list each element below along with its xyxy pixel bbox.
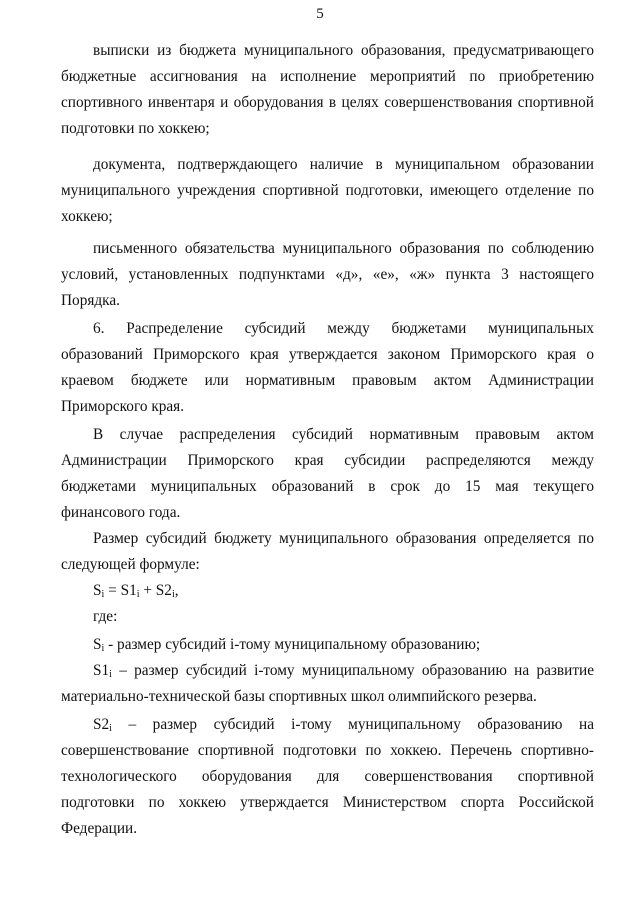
text-line: подготовки по хоккею;	[61, 120, 210, 137]
def-sub: i	[109, 723, 112, 734]
def-text: – размер субсидий i-тому муниципальному образованию на развитие	[111, 662, 594, 679]
text-line: Администрации Приморского края субсидии распределяются между	[61, 452, 594, 469]
formula-s2: S2	[155, 582, 172, 599]
text-line: где:	[93, 608, 118, 625]
text-line: совершенствование спортивной подготовки по хоккею. Перечень спортивно-	[61, 742, 594, 759]
def-sub: i	[101, 643, 105, 654]
definition-s2	[93, 716, 594, 734]
def-text: - размер субсидий i-тому муниципальному образованию;	[104, 636, 481, 653]
formula-sub: i	[101, 589, 105, 600]
text-line: подготовки по хоккею утверждается Министерством спорта Российской	[61, 794, 594, 811]
definition-s1	[93, 662, 594, 680]
text-line: Федерации.	[61, 820, 138, 837]
def-text: – размер субсидий i-тому муниципальному образованию на	[111, 716, 594, 733]
text-line: Приморского края.	[61, 398, 185, 415]
text-line: материально-технической базы спортивных школ олимпийского резерва.	[61, 688, 537, 705]
text-line: Порядка.	[61, 292, 120, 309]
text-line: документа, подтверждающего наличие в муниципальном образовании	[93, 156, 594, 173]
formula-plus: +	[139, 582, 156, 599]
text-line: бюджетами муниципальных образований в срок до 15 мая текущего	[61, 478, 594, 495]
text-line: хоккею;	[61, 208, 113, 225]
formula	[93, 582, 179, 600]
def-symbol: S2	[93, 716, 110, 733]
text-line: технологического оборудования для совершенствования спортивной	[61, 768, 594, 785]
text-line: Размер субсидий бюджету муниципального образования определяется по	[93, 530, 594, 547]
text-line: письменного обязательства муниципального образования по соблюдению	[93, 240, 594, 257]
text-line: муниципального учреждения спортивной подготовки, имеющего отделение по	[61, 182, 594, 199]
text-line: спортивного инвентаря и оборудования в целях совершенствования спортивной	[61, 94, 594, 111]
text-line: образований Приморского края утверждается законом Приморского края о	[61, 346, 594, 363]
text-line: финансового года.	[61, 504, 181, 521]
def-symbol: S1	[93, 662, 110, 679]
formula-end: ,	[174, 582, 179, 599]
text-line: выписки из бюджета муниципального образования, предусматривающего	[93, 42, 594, 59]
text-line: условий, установленных подпунктами «д», «е», «ж» пункта 3 настоящего	[61, 266, 594, 283]
text-line: бюджетные ассигнования на исполнение мероприятий по приобретению	[61, 68, 594, 85]
formula-s: S	[93, 582, 102, 599]
formula-eq: =	[104, 582, 121, 599]
def-sub: i	[109, 669, 112, 680]
text-line: краевом бюджете или нормативным правовым актом Администрации	[61, 372, 594, 389]
formula-s1: S1	[120, 582, 137, 599]
text-line: 6. Распределение субсидий между бюджетами муниципальных	[93, 320, 594, 337]
def-symbol: S	[93, 636, 102, 653]
definition-si	[93, 636, 480, 654]
formula-sub: i	[171, 589, 175, 600]
text-line: В случае распределения субсидий нормативным правовым актом	[93, 426, 594, 443]
page-number: 5	[316, 6, 324, 22]
formula-sub: i	[136, 589, 140, 600]
text-line: следующей формуле:	[61, 556, 200, 573]
